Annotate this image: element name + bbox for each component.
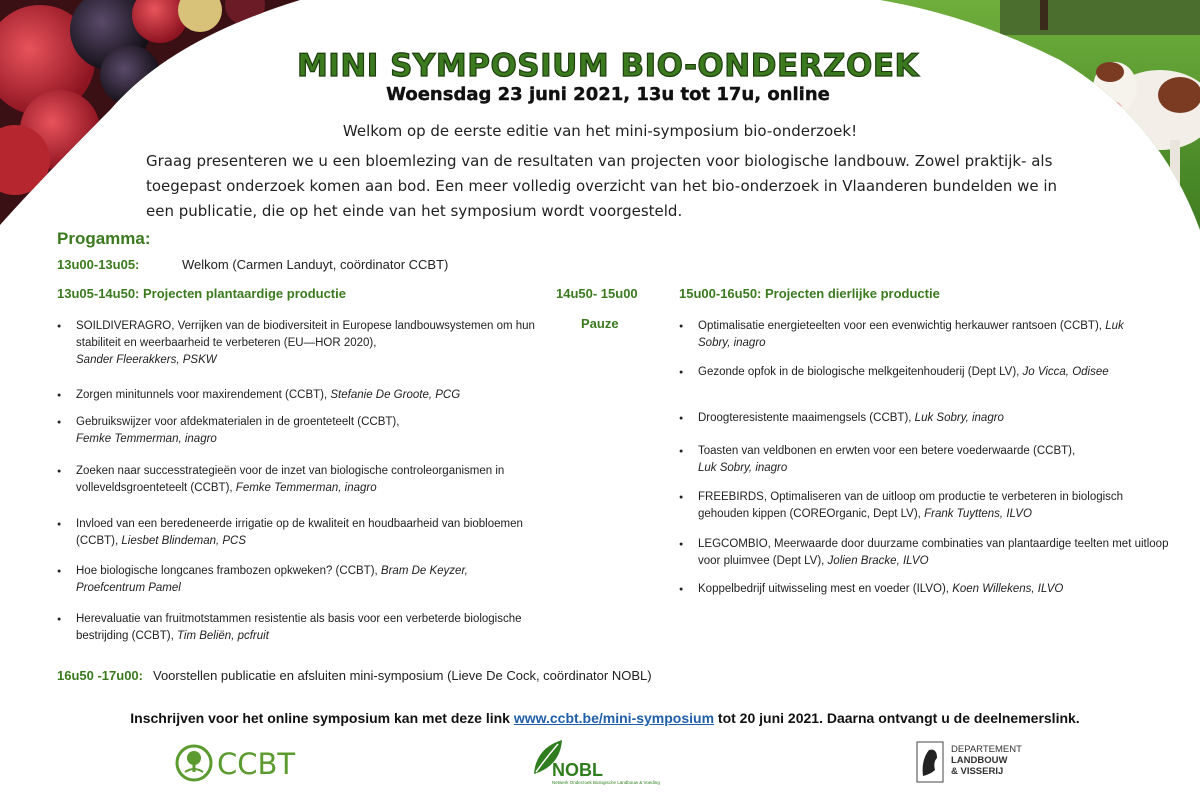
- list-item: ● Zoeken naar successtrategieën voor de inzet van biologische controleorganismen in volleveldsgroenteteelt (CCBT), Femke Temmerman, inagro: [57, 463, 546, 497]
- list-item: ● Koppelbedrijf uitwisseling mest en voeder (ILVO), Koen Willekens, ILVO: [679, 581, 1173, 598]
- list-item: ● Herevaluatie van fruitmotstammen resistentie als basis voor een verbeterde biologische bestrijding (CCBT), Tim Beliën, pcfruit: [57, 611, 538, 645]
- event-title: MINI SYMPOSIUM BIO-ONDERZOEK: [296, 48, 920, 84]
- pause-time: 14u50- 15u00: [556, 286, 638, 301]
- closing-session: Voorstellen publicatie en afsluiten mini-symposium (Lieve De Cock, coördinator NOBL): [153, 668, 652, 683]
- list-item: ● Droogteresistente maaimengsels (CCBT), Luk Sobry, inagro: [679, 410, 1158, 427]
- list-item: ● Optimalisatie energieteelten voor een evenwichtig herkauwer rantsoen (CCBT), Luk Sobry, inagro: [679, 318, 1158, 352]
- list-item: ● FREEBIRDS, Optimaliseren van de uitloop om productie te verbeteren in biologisch gehouden kippen (COREOrganic, Dept LV), Frank Tuyttens, ILVO: [679, 489, 1173, 523]
- list-item: ● Gezonde opfok in de biologische melkgeitenhouderij (Dept LV), Jo Vicca, Odisee: [679, 364, 1138, 381]
- list-item: ● Zorgen minitunnels voor maxirendement (CCBT), Stefanie De Groote, PCG: [57, 387, 538, 404]
- list-item: ● Hoe biologische longcanes frambozen opkweken? (CCBT), Bram De Keyzer, Proefcentrum Pamel: [57, 563, 516, 597]
- list-item: ● SOILDIVERAGRO, Verrijken van de biodiversiteit in Europese landbouwsystemen om hun stabiliteit en weerbaarheid te verbeteren (EU—HOR 2020), Sander Fleerakkers, PSKW: [57, 318, 538, 369]
- event-date: Woensdag 23 juni 2021, 13u tot 17u, online: [386, 84, 830, 105]
- ccbt-tree-icon: [175, 744, 213, 782]
- closing-time: 16u50 -17u00:: [57, 668, 143, 683]
- welcome-time: 13u00-13u05:: [57, 257, 140, 272]
- list-item: ● Invloed van een beredeneerde irrigatie op de kwaliteit en houdbaarheid van biobloemen (CCBT), Liesbet Blindeman, PCS: [57, 516, 531, 550]
- plant-section-heading: 13u05-14u50: Projecten plantaardige productie: [57, 286, 346, 301]
- animal-section-heading: 15u00-16u50: Projecten dierlijke productie: [679, 286, 940, 301]
- registration-link[interactable]: www.ccbt.be/mini-symposium: [513, 710, 715, 726]
- list-item: ● Toasten van veldbonen en erwten voor een betere voederwaarde (CCBT), Luk Sobry, inagro: [679, 443, 1158, 477]
- signup-line: Inschrijven voor het online symposium kan met deze link www.ccbt.be/mini-symposium tot 20 juni 2021. Daarna ontvangt u de deelnemerslink.: [130, 710, 1080, 726]
- program-heading: Progamma:: [57, 229, 151, 248]
- nobl-logo: NOBL Netwerk Onderzoek Biologische Landbouw & Voeding: [530, 738, 690, 788]
- list-item: ● Gebruikswijzer voor afdekmaterialen in de groenteteelt (CCBT), Femke Temmerman, inagro: [57, 414, 538, 448]
- intro-paragraph: Graag presenteren we u een bloemlezing van de resultaten van projecten voor biologische landbouw. Zowel praktijk- als toegepast onderzoek komen aan bod. Een meer volledig overzicht van het bio-onderzoek in Vlaanderen bundelden we in een publicatie, die op het einde van het symposium wordt voorgesteld.: [146, 152, 1058, 220]
- departement-landbouw-logo: DEPARTEMENT LANDBOUW & VISSERIJ: [915, 740, 1035, 786]
- welcome-text: Welkom op de eerste editie van het mini-symposium bio-onderzoek!: [342, 122, 858, 140]
- welcome-session: Welkom (Carmen Landuyt, coördinator CCBT): [182, 257, 449, 272]
- flemish-lion-icon: [915, 740, 945, 784]
- ccbt-logo: CCBT: [175, 742, 315, 784]
- list-item: ● LEGCOMBIO, Meerwaarde door duurzame combinaties van plantaardige teelten met uitloop voor pluimvee (Dept LV), Jolien Bracke, ILVO: [679, 536, 1173, 570]
- pause-label: Pauze: [581, 316, 619, 331]
